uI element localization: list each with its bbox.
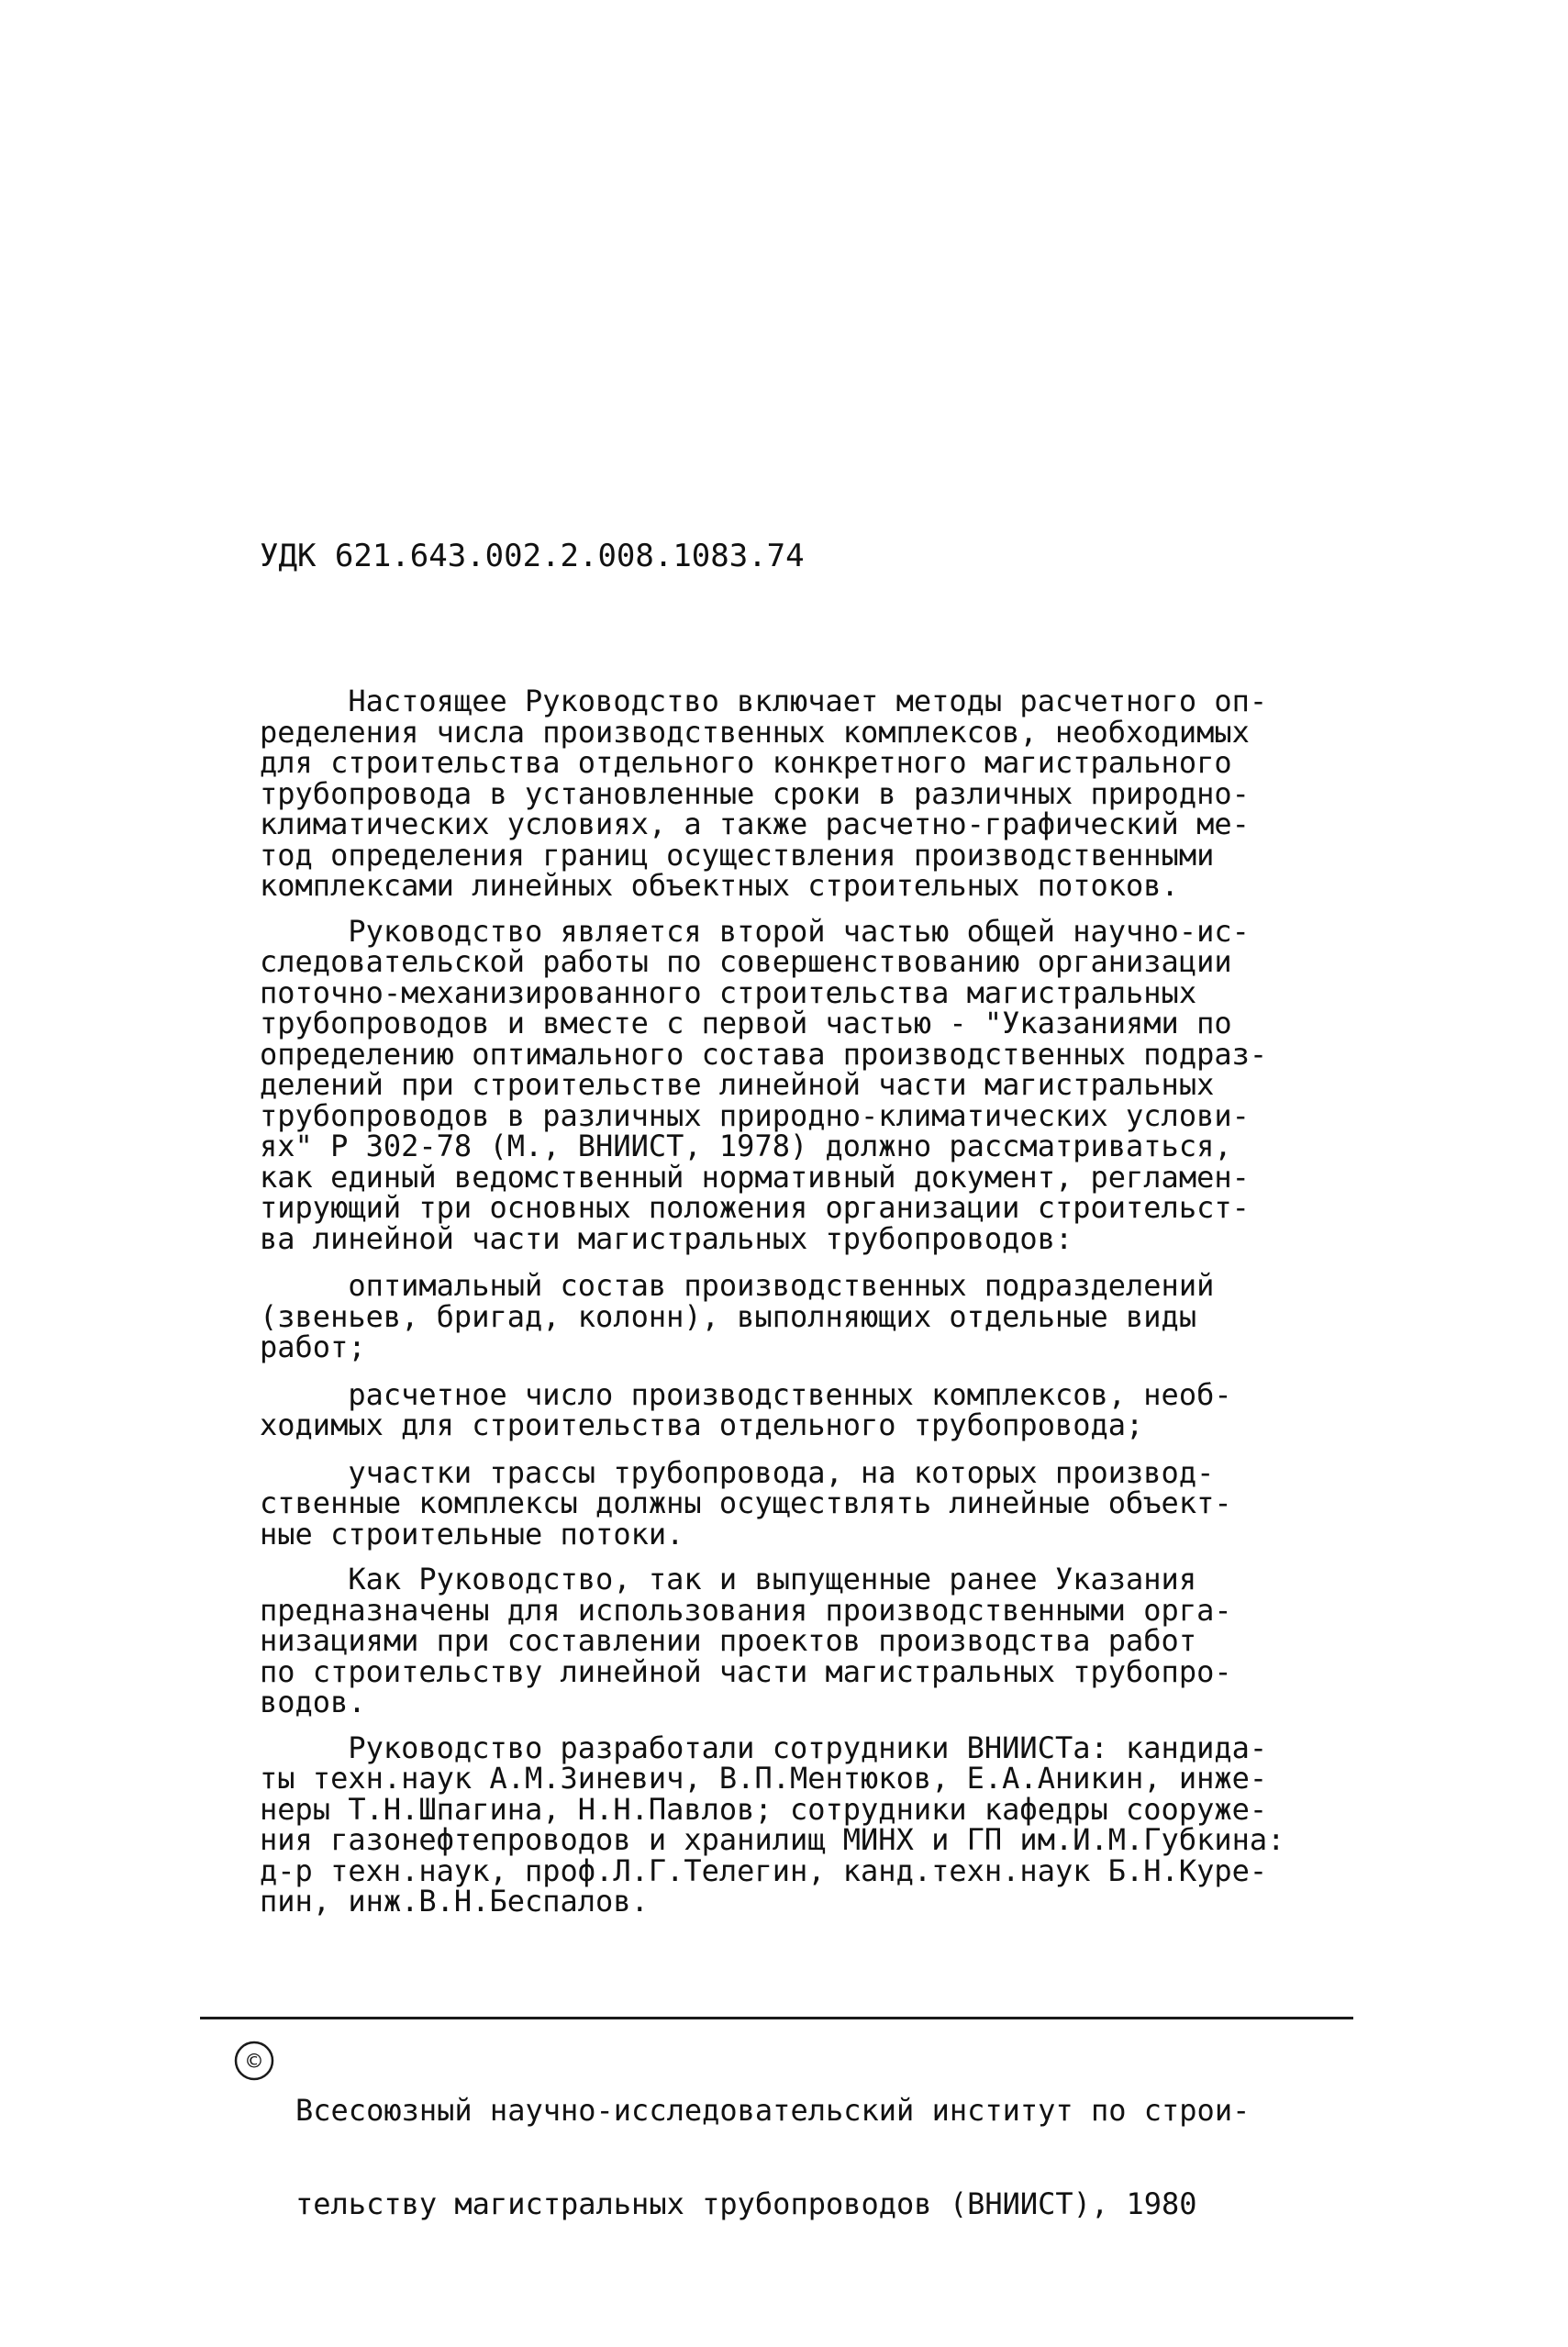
paragraph-authors <box>260 1730 1342 1919</box>
text-line: д-р техн.наук, проф.Л.Г.Телегин, канд.техн.наук Б.Н.Куре- <box>260 1852 1268 1888</box>
udk-code: УДК 621.643.002.2.008.1083.74 <box>260 538 805 574</box>
text-line: расчетное число производственных комплексов, необ- <box>260 1376 1232 1412</box>
text-line: климатических условиях, а также расчетно-графический ме- <box>260 806 1250 841</box>
main-text <box>260 686 1342 1918</box>
text-line: предназначены для использования производственными орга- <box>260 1592 1232 1628</box>
text-line: Руководство разработали сотрудники ВНИИСТа: кандида- <box>260 1730 1268 1765</box>
text-line: ходимых для строительства отдельного трубопровода; <box>260 1407 1144 1442</box>
text-line: делений при строительстве линейной части магистральных <box>260 1067 1215 1102</box>
text-line: ределения числа производственных комплексов, необходимых <box>260 714 1250 750</box>
text-line: ях" Р 302-78 (М., ВНИИСТ, 1978) должно рассматриваться, <box>260 1129 1232 1163</box>
text-line: Как Руководство, так и выпущенные ранее Указания <box>260 1562 1197 1596</box>
text-line: тирующий три основных положения организации строительст- <box>260 1190 1250 1225</box>
text-line: (звеньев, бригад, колонн), выполняющих отдельные виды <box>260 1298 1197 1334</box>
text-line: поточно-механизированного строительства магистральных <box>260 974 1197 1010</box>
text-line: ные строительные потоки. <box>260 1516 684 1552</box>
text-line: ва линейной части магистральных трубопроводов: <box>260 1220 1073 1256</box>
text-line: водов. <box>260 1685 366 1719</box>
text-line: низациями при составлении проектов производства работ <box>260 1623 1197 1658</box>
text-line: трубопроводов и вместе с первой частью - "Указаниями по <box>260 1006 1232 1040</box>
text-line: для строительства отдельного конкретного магистрального <box>260 745 1232 780</box>
text-line: трубопровода в установленные сроки в различных природно- <box>260 775 1250 811</box>
copyright-text <box>295 2032 1250 2282</box>
text-line: трубопроводов в различных природно-климатических услови- <box>260 1097 1250 1133</box>
text-line: ты техн.наук А.М.Зиневич, В.П.Ментюков, Е.А.Аникин, инже- <box>260 1761 1268 1796</box>
text-line: следовательской работы по совершенствованию организации <box>260 944 1232 979</box>
text-line: как единый ведомственный нормативный документ, регламен- <box>260 1159 1250 1195</box>
text-line: Руководство является второй частью общей научно-ис- <box>260 913 1250 949</box>
text-line: пин, инж.В.Н.Беспалов. <box>260 1884 649 1919</box>
text-line: оптимальный состав производственных подразделений <box>260 1268 1215 1303</box>
footer-divider <box>200 2017 1353 2019</box>
text-line: тод определения границ осуществления производственными <box>260 837 1215 873</box>
text-line: участки трассы трубопровода, на которых производ- <box>260 1454 1215 1490</box>
paragraph-scope <box>260 913 1342 1256</box>
paragraph-purpose <box>260 1564 1342 1719</box>
copyright-icon <box>233 2040 275 2082</box>
text-line: определению оптимального состава производственных подраз- <box>260 1036 1268 1072</box>
copyright-symbol-glyph: © <box>247 2048 261 2075</box>
text-line: Настоящее Руководство включает методы расчетного оп- <box>260 684 1268 718</box>
text-line: ния газонефтепроводов и хранилищ МИНХ и ГП им.И.М.Губкина: <box>260 1822 1285 1857</box>
list-item-complexes-count <box>260 1376 1342 1442</box>
text-line: комплексами линейных объектных строительных потоков. <box>260 868 1179 903</box>
copyright-line: тельству магистральных трубопроводов (ВНИИСТ), 1980 <box>295 2186 1197 2221</box>
text-line: работ; <box>260 1329 366 1364</box>
list-item-route-sections <box>260 1454 1342 1552</box>
paragraph-intro <box>260 686 1342 902</box>
text-line: неры Т.Н.Шпагина, Н.Н.Павлов; сотрудники кафедры сооруже- <box>260 1791 1268 1827</box>
list-item-optimal-composition <box>260 1268 1342 1364</box>
copyright-line: Всесоюзный научно-исследовательский институт по строи- <box>295 2093 1251 2128</box>
text-line: по строительству линейной части магистральных трубопро- <box>260 1653 1232 1689</box>
text-line: ственные комплексы должны осуществлять линейные объект- <box>260 1485 1232 1520</box>
